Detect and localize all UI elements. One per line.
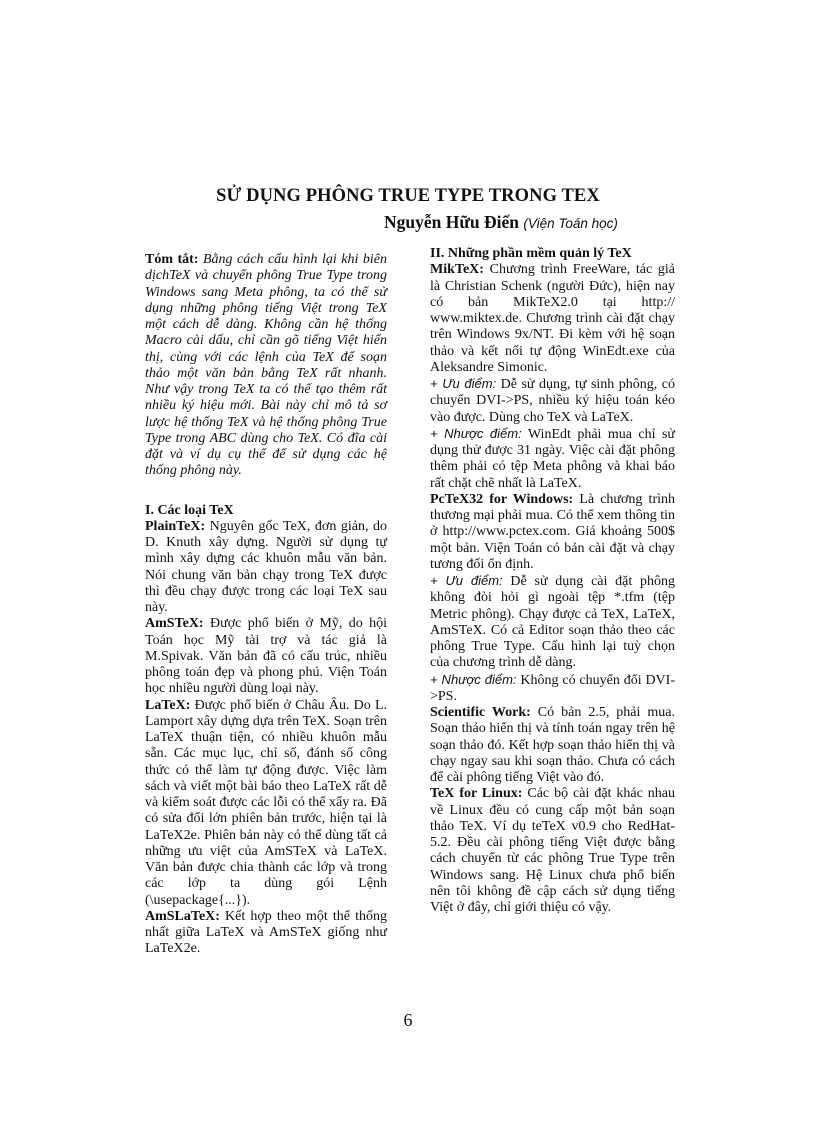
entry-text: Kết hợp theo một thể thống nhất giữa LaTeX và AmSTeX giống như LaTeX2e. [145,908,387,957]
author-affiliation: (Viện Toán học) [523,216,618,231]
page-number: 6 [403,1010,413,1030]
entry-text: Chương trình FreeWare, tác giả là Christian Schenk (người Đức), hiện nay có bản MikTeX2.0 tại http:// www.miktex.de. Chương trình cài đặt chạy trên Windows 9x/NT. Đi kèm với hệ soạn thảo và kết nối tự động WinEdt.exe của Aleksandre Simonic. [430,262,675,375]
entry-amstex [145,616,387,697]
miktex-pros [430,376,675,426]
abstract-label: Tóm tắt: [145,252,199,267]
entry-tex-for-linux [430,786,675,916]
cons-text: Không có chuyển đổi DVI->PS. [430,672,675,704]
entry-text: Được phổ biến ở Mỹ, do hội Toán học Mỹ tài trợ và tác giả là M.Spivak. Văn bản đã có cấu trúc, nhiều phông toán đẹp và phong phú. Viện Toán học nhiều người dùng loại này. [145,616,387,697]
term: AmSTeX: [145,616,204,632]
entry-text: Là chương trình thương mại phải mua. Có thể xem thông tin ở http://www.pctex.com. Giá khoảng 500$ một bản. Viện Toán có bản cài đặt và chạy tương đối ổn định. [430,491,675,572]
entry-text: Nguyên gốc TeX, đơn giản, do D. Knuth xây dựng. Người sử dụng tự mình xây dựng các khuôn mẫu văn bản. Nói chung văn bản chạy trong TeX được thì đều chạy được trong các loại TeX sau này. [145,518,387,615]
pros-label: + Ưu điểm: [430,376,497,391]
abstract [145,252,387,480]
term: MikTeX: [430,262,484,278]
entry-plaintex [145,519,387,617]
cons-label: + Nhược điểm: [430,671,517,687]
miktex-cons [430,426,675,492]
right-column [430,246,675,916]
pros-label: + Ưu điểm: [430,573,503,588]
cons-text: WinEdt phải mua chỉ sử dụng thử được 31 ngày. Việc cài đặt phông thêm phải có tệp Meta phông và khai báo rất chặt chẽ nhất là LaTeX. [430,426,676,491]
cons-label: + Nhược điểm: [430,425,522,441]
page-title: SỬ DỤNG PHÔNG TRUE TYPE TRONG TEX [216,186,600,206]
term: Scientific Work: [430,705,531,720]
section-heading-tex-types: I. Các loại TeX [145,502,234,518]
entry-text: Được phổ biến ở Châu Âu. Do L. Lamport xây dựng dựa trên TeX. Soạn trên LaTeX thuận tiện, có nhiều khuôn mẫu sẵn. Các mục lục, chỉ số, đánh số công thức có thể làm tự động được. Việc làm sách và viết một bài báo theo LaTeX rất dễ và kiểm soát được các lỗi có thể xẩy ra. Đã có sửa đổi lớn phiên bản trước, hiện tại là LaTeX2e. Phiên bản này có thể dùng tất cả những ưu việt của AmSTeX và LaTeX. Văn bản được chia thành các lớp và trong các lớp ta dùng gói Lệnh (\usepackage{...}). [145,697,387,908]
term: AmSLaTeX: [145,908,220,924]
pctex-pros [430,573,675,672]
left-column [145,252,387,958]
entry-pctex [430,492,675,573]
pctex-cons [430,672,675,706]
term: TeX for Linux: [430,786,523,802]
abstract-text: Bằng cách cấu hình lại khi biên dịchTeX và chuyển phông True Type trong Windows sang Meta phông, ta có thể sử dụng những phông tiếng Việt trong TeX một cách dễ dàng. Không cần hệ thống Macro cài dấu, chỉ cần gõ tiếng Việt hiển thị, cùng với các lệnh của TeX để soạn thảo một văn bản bằng TeX rất nhanh. Như vậy trong TeX ta có thể tạo thêm rất nhiều ký hiệu mới. Bài này chỉ mô tả sơ lược hệ thống TeX và hệ thống phông True Type trong ABC dùng cho TeX. Có đĩa cài đặt và ví dụ cụ thể để sử dụng các hệ thống phông này. [145,252,387,479]
pros-text: Dễ sử dụng cài đặt phông không đòi hỏi gì ngoài tệp *.tfm (tệp Metric phông). Chạy được cả TeX, LaTeX, AmSTeX. Có cả Editor soạn thảo theo các phông True Type. Cấu hình lại tuỳ chọn của chương trình dễ dàng. [430,574,675,671]
pros-text: Dễ sử dụng, tự sinh phông, có chuyển DVI->PS, nhiều ký hiệu toán kéo vào được. Dùng cho TeX và LaTeX. [430,377,675,425]
term: LaTeX: [145,697,191,713]
term: PcTeX32 for Windows: [430,491,574,507]
entry-text: Các bộ cài đặt khác nhau về Linux đều có cung cấp một bản soạn thảo TeX. Ví dụ teTeX v0.9 cho RedHat-5.2. Đều cài phông tiếng Việt được bằng cách chuyển từ các phông True Type trên Windows sang. Hệ Linux chưa phổ biến nên tôi không đề cập cách sử dụng tiếng Việt ở đây, chỉ giới thiệu có vậy. [430,786,675,915]
section-heading-tex-software: II. Những phần mềm quản lý TeX [430,246,632,261]
entry-text: Có bản 2.5, phải mua. Soạn thảo hiển thị và tính toán ngay trên hệ soạn thảo đó. Kết hợp soạn thảo hiển thị và chạy ngay sau khi soạn thảo. Chưa có cách để cài phông tiếng Việt vào đó. [430,705,675,785]
entry-miktex [430,262,675,376]
entry-amslatex [145,909,387,958]
entry-scientific-work [430,705,675,786]
author-line [384,212,618,233]
author-name: Nguyễn Hữu Điển [384,212,519,232]
entry-latex [145,698,387,909]
term: PlainTeX: [145,518,206,534]
